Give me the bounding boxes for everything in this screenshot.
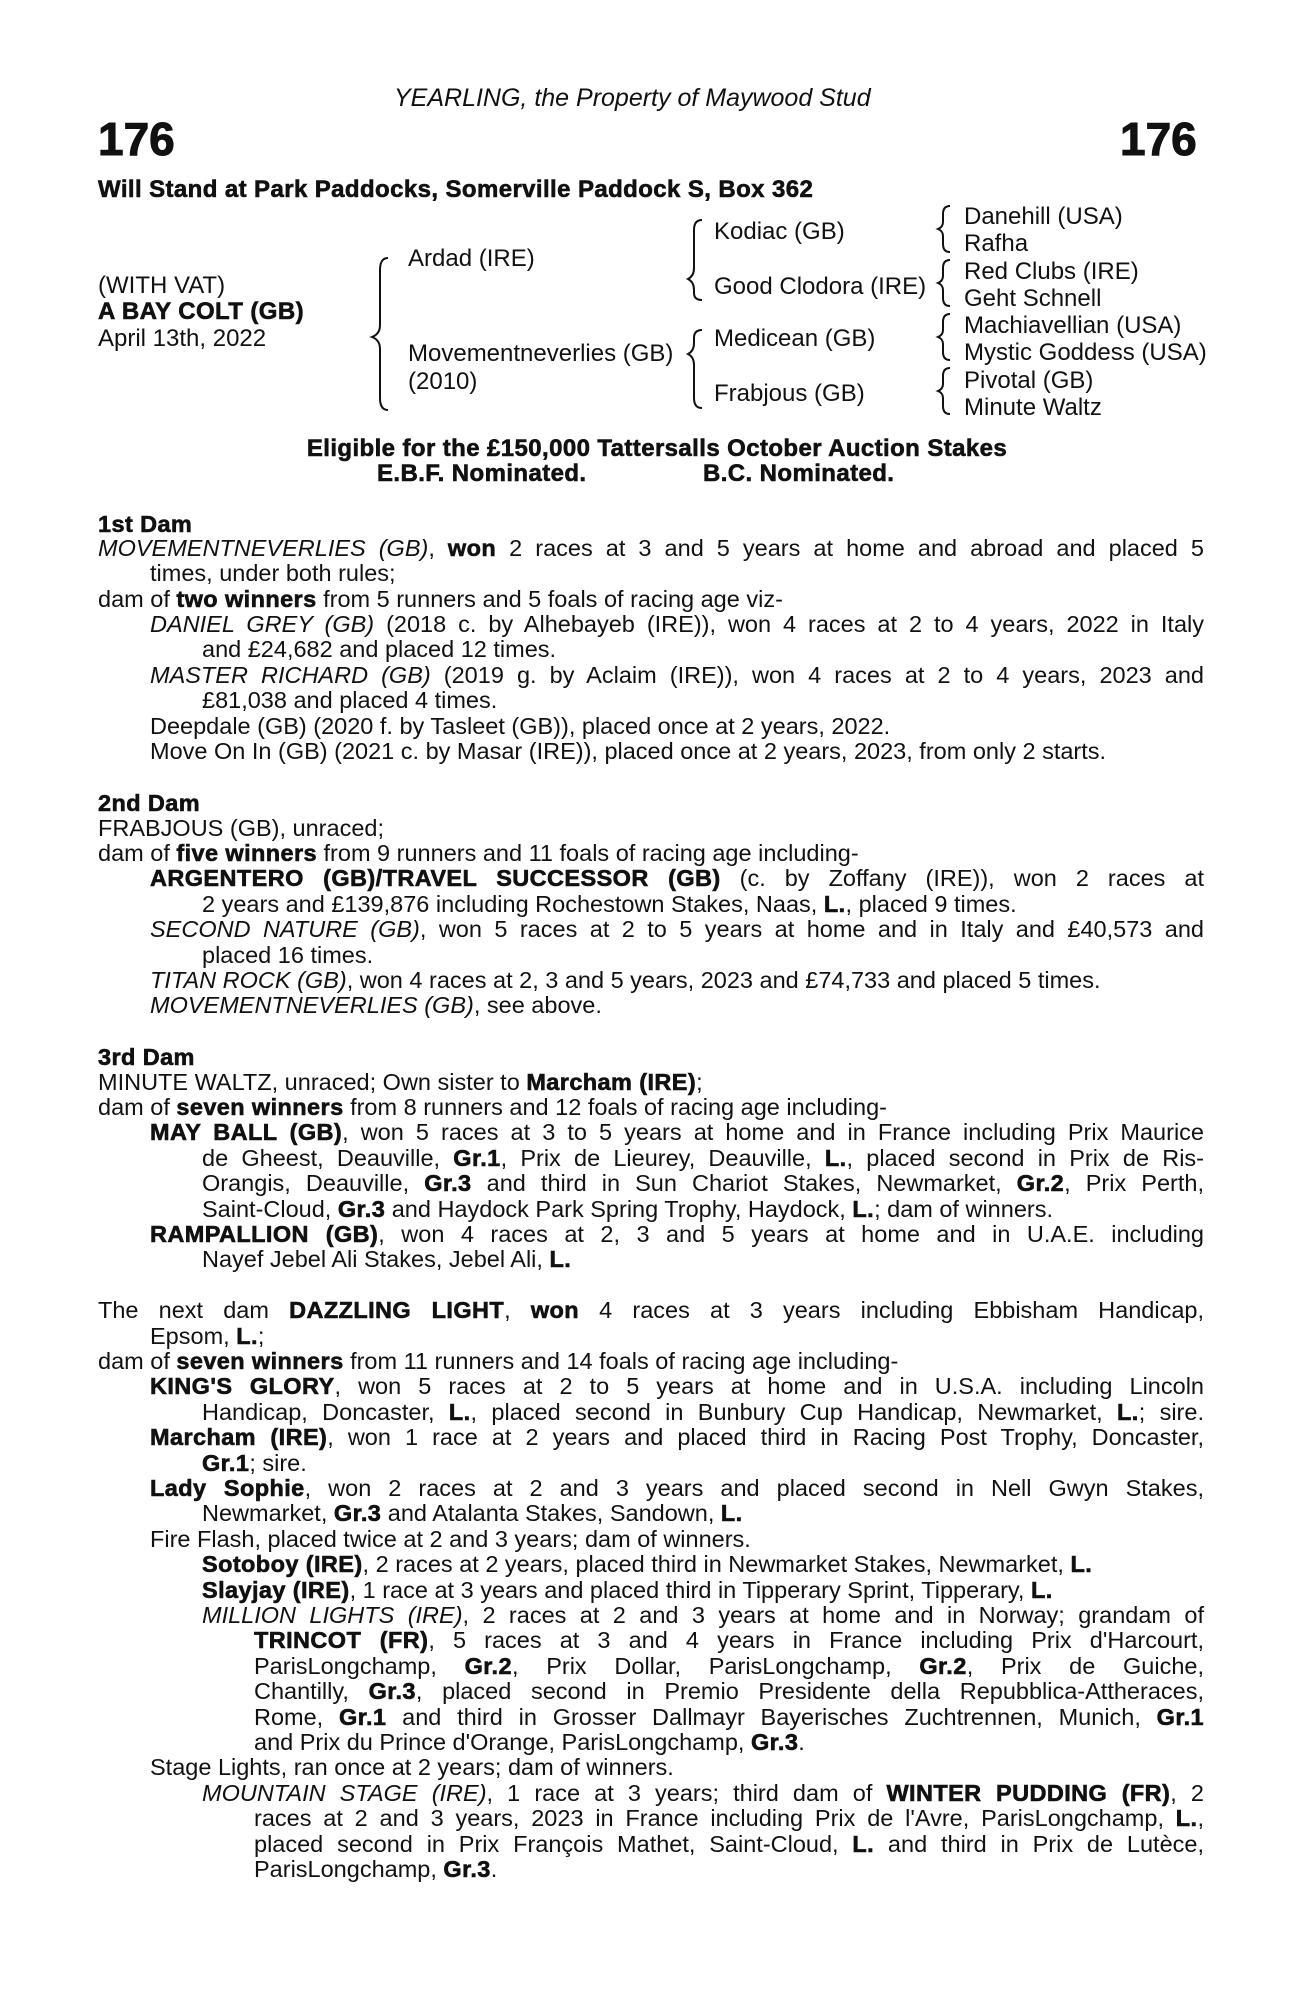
produce-fire-flash: Fire Flash, placed twice at 2 and 3 years; dam of winners. — [150, 1526, 751, 1552]
second-dam-produce-intro: dam of five winners from 9 runners and 11 foals of racing age including- — [98, 840, 859, 866]
third-dam-produce-intro: dam of seven winners from 8 runners and 12 foals of racing age including- — [98, 1094, 887, 1120]
first-dam-produce-intro: dam of two winners from 5 runners and 5 foals of racing age viz- — [98, 586, 783, 612]
produce-kings-glory-cont: Handicap, Doncaster, L., placed second in Bunbury Cup Handicap, Newmarket, L.; sire. — [202, 1399, 1204, 1425]
produce-argentero: ARGENTERO (GB)/TRAVEL SUCCESSOR (GB) (c. by Zoffany (IRE)), won 2 races at — [150, 865, 1205, 891]
produce-sotoboy: Sotoboy (IRE), 2 races at 2 years, placed third in Newmarket Stakes, Newmarket, L. — [202, 1551, 1093, 1577]
third-dam-line-1: MINUTE WALTZ, unraced; Own sister to Marcham (IRE); — [98, 1069, 703, 1095]
produce-trincot-cont-2: Chantilly, Gr.3, placed second in Premio Presidente della Repubblica-Attheraces, — [254, 1678, 1204, 1704]
pedigree-sdd: Geht Schnell — [964, 285, 1102, 312]
pedigree-sire-dam: Good Clodora (IRE) — [714, 273, 927, 300]
produce-trincot-cont-3: Rome, Gr.1 and third in Grosser Dallmayr Bayerisches Zuchtrennen, Munich, Gr.1 — [254, 1704, 1204, 1730]
pedigree-dam: Movementneverlies (GB) — [408, 340, 674, 367]
pedigree-dds: Pivotal (GB) — [964, 367, 1094, 394]
pedigree-dsd: Mystic Goddess (USA) — [964, 339, 1207, 366]
produce-kings-glory: KING'S GLORY, won 5 races at 2 to 5 years at home and in U.S.A. including Lincoln — [150, 1373, 1204, 1399]
produce-trincot-cont-1: ParisLongchamp, Gr.2, Prix Dollar, ParisLongchamp, Gr.2, Prix de Guiche, — [254, 1653, 1204, 1679]
pedigree-dam-sire: Medicean (GB) — [714, 325, 876, 352]
produce-rampallion-cont: Nayef Jebel Ali Stakes, Jebel Ali, L. — [202, 1246, 572, 1272]
bc-nomination: B.C. Nominated. — [703, 460, 895, 487]
produce-million-lights: MILLION LIGHTS (IRE), 2 races at 2 and 3 years at home and in Norway; grandam of — [202, 1602, 1204, 1628]
produce-stage-lights: Stage Lights, ran once at 2 years; dam of winners. — [150, 1754, 674, 1780]
produce-titan-rock: TITAN ROCK (GB), won 4 races at 2, 3 and 5 years, 2023 and £74,733 and placed 5 times. — [150, 967, 1101, 993]
eligibility-line: Eligible for the £150,000 Tattersalls October Auction Stakes — [306, 435, 1008, 462]
pedigree-sss: Danehill (USA) — [964, 203, 1123, 230]
produce-trincot-cont-4: and Prix du Prince d'Orange, ParisLongchamp, Gr.3. — [254, 1729, 805, 1755]
produce-may-ball-cont-1: de Gheest, Deauville, Gr.1, Prix de Lieurey, Deauville, L., placed second in Prix de Ris- — [202, 1145, 1204, 1171]
produce-move-on-in: Move On In (GB) (2021 c. by Masar (IRE)), placed once at 2 years, 2023, from only 2 starts. — [150, 738, 1107, 764]
produce-mountain-stage-cont-3: ParisLongchamp, Gr.3. — [254, 1856, 498, 1882]
produce-second-nature: SECOND NATURE (GB), won 5 races at 2 to 5 years at home and in Italy and £40,573 and — [150, 916, 1204, 942]
pedigree-dss: Machiavellian (USA) — [964, 312, 1182, 339]
produce-daniel-grey-cont: and £24,682 and placed 12 times. — [202, 636, 557, 662]
produce-second-nature-cont: placed 16 times. — [202, 942, 374, 968]
produce-mountain-stage-cont-2: placed second in Prix François Mathet, Saint-Cloud, L. and third in Prix de Lutèce, — [254, 1831, 1204, 1857]
produce-rampallion: RAMPALLION (GB), won 4 races at 2, 3 and 5 years at home and in U.A.E. including — [150, 1221, 1204, 1247]
third-dam-heading: 3rd Dam — [98, 1044, 195, 1070]
second-dam-heading: 2nd Dam — [98, 790, 201, 816]
pedigree-ssd: Rafha — [964, 230, 1029, 257]
produce-master-richard: MASTER RICHARD (GB) (2019 g. by Aclaim (IRE)), won 4 races at 2 to 4 years, 2023 and — [150, 662, 1204, 688]
produce-marcham: Marcham (IRE), won 1 race at 2 years and placed third in Racing Post Trophy, Doncaster, — [150, 1424, 1204, 1450]
produce-mountain-stage: MOUNTAIN STAGE (IRE), 1 race at 3 years; third dam of WINTER PUDDING (FR), 2 — [202, 1780, 1204, 1806]
ebf-nomination: E.B.F. Nominated. — [377, 460, 587, 487]
pedigree-sire-sire: Kodiac (GB) — [714, 218, 845, 245]
pedigree-ddd: Minute Waltz — [964, 394, 1102, 421]
vat-note: (WITH VAT) — [98, 272, 226, 299]
produce-deepdale: Deepdale (GB) (2020 f. by Tasleet (GB)), placed once at 2 years, 2022. — [150, 713, 891, 739]
produce-lady-sophie-cont: Newmarket, Gr.3 and Atalanta Stakes, Sandown, L. — [202, 1500, 743, 1526]
pedigree-dam-dam: Frabjous (GB) — [714, 380, 865, 407]
first-dam-line-1: MOVEMENTNEVERLIES (GB), won 2 races at 3 and 5 years at home and abroad and placed 5 — [98, 535, 1204, 561]
pedigree-sire: Ardad (IRE) — [408, 245, 535, 272]
first-dam-line-2: times, under both rules; — [150, 560, 396, 586]
first-dam-heading: 1st Dam — [98, 511, 193, 537]
produce-argentero-cont: 2 years and £139,876 including Rochestown Stakes, Naas, L., placed 9 times. — [202, 891, 1017, 917]
produce-daniel-grey: DANIEL GREY (GB) (2018 c. by Alhebayeb (IRE)), won 4 races at 2 to 4 years, 2022 in Italy — [150, 611, 1204, 637]
produce-trincot: TRINCOT (FR), 5 races at 3 and 4 years in France including Prix d'Harcourt, — [254, 1627, 1204, 1653]
second-dam-line-1: FRABJOUS (GB), unraced; — [98, 815, 384, 841]
pedigree-sds: Red Clubs (IRE) — [964, 258, 1139, 285]
lot-number-right: 176 — [1120, 113, 1197, 165]
produce-slayjay: Slayjay (IRE), 1 race at 3 years and placed third in Tipperary Sprint, Tipperary, L. — [202, 1577, 1053, 1603]
horse-dob: April 13th, 2022 — [98, 325, 267, 352]
produce-may-ball-cont-2: Orangis, Deauville, Gr.3 and third in Sun Chariot Stakes, Newmarket, Gr.2, Prix Perth, — [202, 1170, 1204, 1196]
produce-mountain-stage-cont-1: races at 2 and 3 years, 2023 in France including Prix de l'Avre, ParisLongchamp, L., — [254, 1805, 1204, 1831]
stand-location: Will Stand at Park Paddocks, Somerville Paddock S, Box 362 — [98, 176, 814, 203]
produce-lady-sophie: Lady Sophie, won 2 races at 2 and 3 years and placed second in Nell Gwyn Stakes, — [150, 1475, 1204, 1501]
next-dam-produce-intro: dam of seven winners from 11 runners and 14 foals of racing age including- — [98, 1348, 899, 1374]
next-dam-line-1: The next dam DAZZLING LIGHT, won 4 races at 3 years including Ebbisham Handicap, — [98, 1297, 1204, 1323]
produce-movementneverlies: MOVEMENTNEVERLIES (GB), see above. — [150, 992, 602, 1018]
lot-number-left: 176 — [98, 113, 175, 165]
pedigree-dam-year: (2010) — [408, 368, 478, 395]
produce-marcham-cont: Gr.1; sire. — [202, 1450, 307, 1476]
produce-master-richard-cont: £81,038 and placed 4 times. — [202, 687, 498, 713]
page-subtitle: YEARLING, the Property of Maywood Stud — [394, 84, 871, 112]
produce-may-ball-cont-3: Saint-Cloud, Gr.3 and Haydock Park Spring Trophy, Haydock, L.; dam of winners. — [202, 1196, 1053, 1222]
next-dam-line-2: Epsom, L.; — [150, 1323, 265, 1349]
horse-name: A BAY COLT (GB) — [98, 298, 305, 325]
produce-may-ball: MAY BALL (GB), won 5 races at 3 to 5 years at home and in France including Prix Maurice — [150, 1119, 1204, 1145]
